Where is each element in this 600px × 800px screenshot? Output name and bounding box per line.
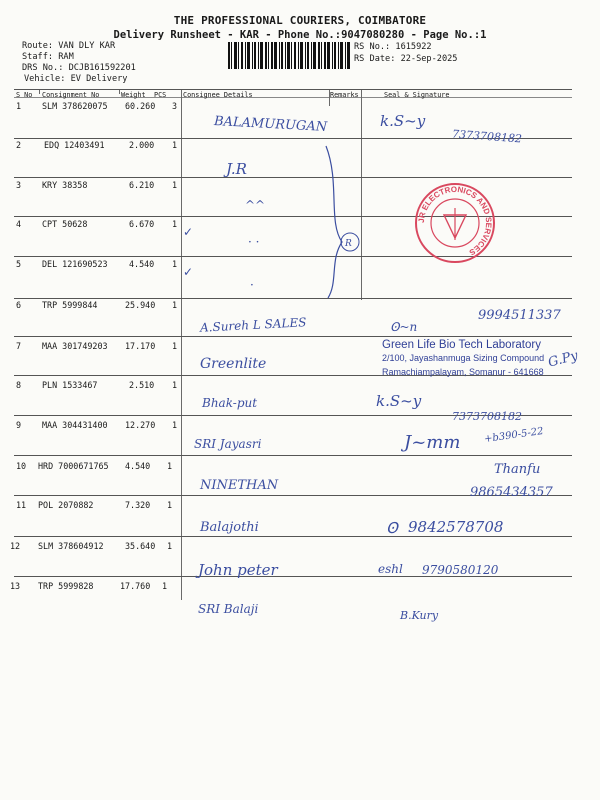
svg-text:R: R	[345, 239, 352, 249]
row-weight: 12.270	[125, 420, 156, 430]
row-sno: 13	[10, 581, 21, 591]
row-divider	[14, 177, 572, 178]
row-sno: 12	[10, 541, 21, 551]
handwritten-tick-mark: ✓	[183, 265, 194, 279]
handwritten-signature: J~mm	[404, 432, 461, 453]
handwritten-tick-mark: ^^	[245, 198, 266, 212]
row-sno: 7	[16, 341, 22, 351]
handwritten-signature: k.S~y	[376, 392, 422, 410]
row-divider	[14, 336, 572, 337]
row-pcs: 1	[172, 300, 178, 310]
handwritten-signature: Ꙩ	[386, 519, 398, 537]
col-header-remarks: Remarks	[330, 91, 359, 99]
handwritten-phone: 9790580120	[422, 563, 499, 577]
jr-electronics-seal	[414, 182, 496, 264]
handwritten-signature: eshl	[378, 562, 403, 576]
handwritten-tick-mark: · ·	[248, 235, 260, 249]
row-pcs: 1	[167, 500, 173, 510]
row-weight: 4.540	[125, 461, 151, 471]
row-consignment: MAA 301749203	[42, 341, 108, 351]
handwritten-consignee: Greenlite	[200, 356, 267, 372]
handwritten-consignee: SRI Jayasri	[194, 437, 262, 451]
col-header-consignee: Consignee Details	[183, 91, 253, 99]
row-pcs: 1	[172, 341, 178, 351]
row-divider	[14, 298, 572, 299]
row-consignment: EDQ 12403491	[44, 140, 105, 150]
green-life-stamp-address-line2: Ramachiampalayam, Somanur - 641668	[382, 367, 544, 377]
handwritten-phone: 9842578708	[408, 518, 504, 536]
row-consignment: SLM 378620075	[42, 101, 108, 111]
row-pcs: 1	[167, 541, 173, 551]
row-consignment: HRD 7000671765	[38, 461, 109, 471]
row-pcs: 3	[172, 101, 178, 111]
route-label: Route: VAN DLY KAR	[22, 41, 116, 51]
handwritten-phone: +b390-5-22	[483, 425, 545, 446]
row-weight: 2.000	[129, 140, 155, 150]
col-header-consignment: Consignment No	[42, 91, 100, 99]
runsheet-subtitle: Delivery Runsheet - KAR - Phone No.:9047080280 - Page No.:1	[113, 29, 487, 41]
row-sno: 3	[16, 180, 22, 190]
jr-seal-text: JR ELECTRONICS AND SERVICES	[416, 184, 494, 257]
handwritten-tick-mark: ✓	[183, 225, 194, 239]
row-sno: 2	[16, 140, 22, 150]
row-weight: 35.640	[125, 541, 156, 551]
row-consignment: CPT 50628	[42, 219, 88, 229]
row-consignment: MAA 304431400	[42, 420, 108, 430]
row-sno: 10	[16, 461, 27, 471]
handwritten-consignee: BALAMURUGAN	[213, 114, 328, 135]
col-header-sno: S No	[16, 91, 33, 99]
col-header-weight: Weight	[121, 91, 146, 99]
row-consignment: TRP 5999828	[38, 581, 94, 591]
green-life-stamp-address: 2/100, Jayashanmuga Sizing Compound	[382, 353, 545, 363]
row-sno: 1	[16, 101, 22, 111]
table-top-border	[14, 89, 572, 90]
row-divider	[14, 455, 572, 456]
row-weight: 4.540	[129, 259, 155, 269]
staff-label: Staff: RAM	[22, 52, 74, 62]
rs-number: RS No.: 1615922	[354, 42, 432, 52]
handwritten-consignee: Balajothi	[200, 520, 259, 535]
handwritten-signature: G.Py	[546, 348, 580, 371]
handwritten-phone: 7373708182	[451, 127, 523, 146]
handwritten-consignee: NINETHAN	[200, 478, 279, 493]
row-pcs: 1	[172, 420, 178, 430]
row-consignment: POL 2070882	[38, 500, 94, 510]
handwritten-phone: 7373708182	[452, 410, 522, 423]
row-weight: 6.210	[129, 180, 155, 190]
row-pcs: 1	[172, 180, 178, 190]
row-weight: 6.670	[129, 219, 155, 229]
handwritten-phone: 9994511337	[478, 308, 561, 323]
row-sno: 6	[16, 300, 22, 310]
col-header-pcs: PCS	[154, 91, 167, 99]
row-pcs: 1	[167, 461, 173, 471]
handwritten-signature: Thanfu	[494, 462, 541, 477]
row-pcs: 1	[162, 581, 168, 591]
row-consignment: PLN 1533467	[42, 380, 98, 390]
handwritten-phone: 9865434357	[470, 485, 553, 500]
vehicle-label: Vehicle: EV Delivery	[24, 74, 128, 84]
row-sno: 11	[16, 500, 27, 510]
row-weight: 2.510	[129, 380, 155, 390]
row-weight: 60.260	[125, 101, 156, 111]
handwritten-signature: Ꙩ~n	[390, 320, 418, 334]
row-consignment: DEL 121690523	[42, 259, 108, 269]
handwritten-signature: k.S~y	[380, 112, 426, 130]
drs-number: DRS No.: DCJB161592201	[22, 63, 136, 73]
handwritten-consignee: J.R	[226, 160, 247, 178]
row-weight: 25.940	[125, 300, 156, 310]
row-consignment: KRY 38358	[42, 180, 88, 190]
handwritten-consignee: Bhak-put	[202, 396, 258, 410]
row-weight: 17.170	[125, 341, 156, 351]
handwritten-tick-mark: ·	[250, 278, 254, 292]
handwritten-consignee: A.Sureh L SALES	[199, 315, 307, 335]
rs-info	[354, 42, 457, 65]
row-pcs: 1	[172, 219, 178, 229]
row-sno: 5	[16, 259, 22, 269]
col-divider-sno	[39, 90, 40, 94]
row-weight: 7.320	[125, 500, 151, 510]
col-divider-consignment	[119, 90, 120, 94]
row-pcs: 1	[172, 140, 178, 150]
handwritten-brace	[318, 142, 362, 302]
handwritten-signature: B.Kury	[400, 609, 439, 622]
green-life-stamp-name: Green Life Bio Tech Laboratory	[382, 339, 541, 351]
row-pcs: 1	[172, 259, 178, 269]
row-sno: 8	[16, 380, 22, 390]
row-sno: 9	[16, 420, 22, 430]
col-header-seal-signature: Seal & Signature	[384, 91, 450, 99]
col-divider-weight	[181, 90, 182, 600]
rs-date: RS Date: 22-Sep-2025	[354, 53, 458, 64]
row-sno: 4	[16, 219, 22, 229]
company-title: THE PROFESSIONAL COURIERS, COIMBATORE	[173, 14, 427, 27]
handwritten-consignee: SRI Balaji	[198, 602, 259, 616]
row-pcs: 1	[172, 380, 178, 390]
row-weight: 17.760	[120, 581, 151, 591]
barcode	[228, 42, 350, 69]
row-consignment: TRP 5999844	[42, 300, 98, 310]
row-consignment: SLM 378604912	[38, 541, 104, 551]
row-divider	[14, 536, 572, 537]
handwritten-consignee: John peter	[198, 561, 278, 579]
